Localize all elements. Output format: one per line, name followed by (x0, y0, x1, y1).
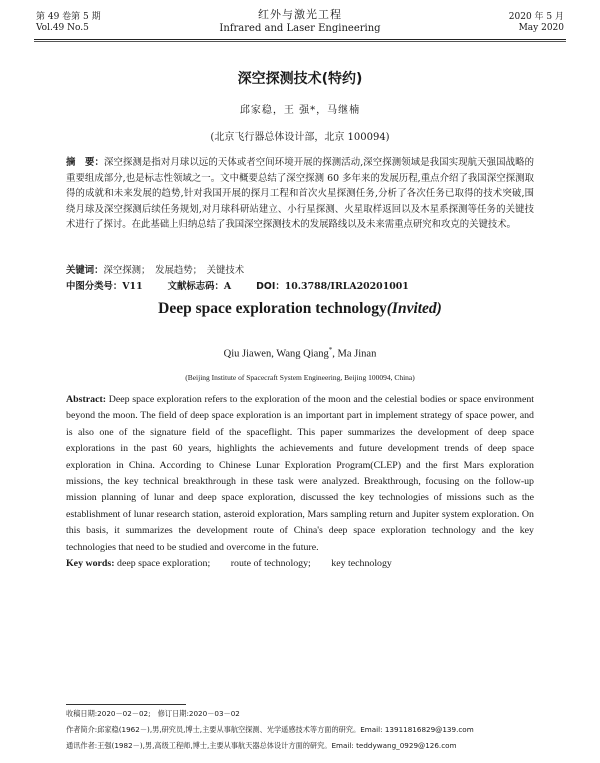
english-author-1: Qiu Jiawen, Wang Qiang (223, 348, 329, 360)
doc-code-field (168, 281, 232, 292)
english-affiliation: (Beijing Institute of Spacecraft System Engineering, Beijing 100094, China) (185, 373, 415, 382)
footnote-rule (66, 704, 186, 705)
journal-name-en: Infrared and Laser Engineering (219, 23, 381, 34)
english-title (0, 300, 600, 318)
volume-cn: 第 49 卷第 5 期 (36, 12, 101, 22)
english-author-2: , Ma Jinan (332, 348, 377, 360)
chinese-affiliation: (北京飞行器总体设计部，北京 100094) (210, 132, 390, 143)
clc-label: 中图分类号： (66, 281, 123, 292)
english-abstract (66, 392, 534, 556)
date-en: May 2020 (518, 23, 564, 33)
header-rule-thin (34, 41, 566, 42)
english-title-main: Deep space exploration technology (158, 300, 387, 317)
english-keyword: key technology (331, 558, 392, 569)
english-keyword: route of technology; (230, 558, 311, 569)
journal-name-cn: 红外与激光工程 (258, 8, 342, 21)
clc-value: V11 (122, 281, 143, 292)
doi-field (256, 281, 409, 292)
english-keywords (66, 557, 534, 570)
chinese-abstract-label: 摘 要： (66, 157, 104, 168)
english-keywords-label: Key words: (66, 558, 115, 569)
english-keyword: deep space exploration; (117, 558, 211, 569)
volume-en: Vol.49 No.5 (36, 23, 89, 33)
doi-label: DOI： (256, 281, 285, 292)
chinese-authors: 邱家稳，王 强*，马继楠 (239, 105, 361, 116)
chinese-keywords-text: 深空探测； 发展趋势； 关键技术 (103, 265, 245, 276)
chinese-abstract-text: 深空探测是指对月球以远的天体或者空间环境开展的探测活动,深空探测领域是我国实现航天强国战略的重要组成部分,也是标志性领域之一。文中概要总结了深空探测 60 多年来的发展历程,重点介绍了我国深空探测取得的成就和未来发展的趋势,针对我国开展的探月工程和首次火星探测任务,分析了各次任务已取得的技术突破,围绕月球及深空探测后续任务规划,对月球科研站建立、小行星探测、火星取样返回以及木星系探测等任务的关键技术进行了探讨。在此基础上归纳总结了我国深空探测技术的发展路线以及未来需重点研究和攻克的关键技术。 (66, 157, 534, 231)
chinese-keywords-label: 关键词： (66, 265, 104, 276)
doc-code-value: A (223, 281, 232, 292)
chinese-keywords (66, 264, 534, 277)
english-title-invited: (Invited) (386, 300, 442, 317)
english-authors (0, 346, 600, 360)
doc-code-label: 文献标志码： (167, 281, 224, 292)
header-rule (34, 39, 566, 40)
doi-value: 10.3788/IRLA20201001 (284, 281, 409, 292)
english-abstract-text: Deep space exploration refers to the exploration of the moon and the celestial bodies or space environment beyond the moon. The field of deep space exploration is an important part in implement strategy of space power, and is also one of the signature field of the spaceflight. This paper summarizes the development of deep space explorations in the past 60 years, highlights the achievements and future development trends of deep space exploration in China. According to Chinese Lunar Exploration Program(CLEP) and the first Mars exploration missions, the key technical breakthrough in these task were analyzed. Breakthrough, focusing on the follow-up mission planning of lunar and deep space exploration, discussed the key technologies of missions such as the establishment of lunar research station, asteroid exploration, Mars sampling return and Jupiter system exploration. On this basis, it summarizes the development route of China's deep space exploration technology and the key technologies that need to be studied and overcome in the future. (66, 394, 535, 553)
clc-field (66, 281, 143, 292)
english-abstract-label: Abstract: (66, 394, 107, 405)
footnote-received: 收稿日期:2020－02－02; 修订日期:2020－03－02 (66, 709, 240, 718)
footnote-author-bio: 作者简介:邱家稳(1962－),男,研究员,博士,主要从事航空探测、光学遥感技术等方面的研究。Email: 13911816829@139.com (66, 725, 474, 734)
date-cn: 2020 年 5 月 (508, 12, 564, 22)
classification-line (66, 280, 534, 293)
footnote-corresponding: 通讯作者:王强(1982－),男,高级工程师,博士,主要从事航天器总体设计方面的研究。Email: teddywang_0929@126.com (66, 741, 457, 750)
chinese-title: 深空探测技术(特约) (237, 71, 363, 87)
corresponding-mark: * (328, 346, 333, 354)
chinese-abstract (66, 155, 534, 233)
journal-date (509, 12, 564, 34)
